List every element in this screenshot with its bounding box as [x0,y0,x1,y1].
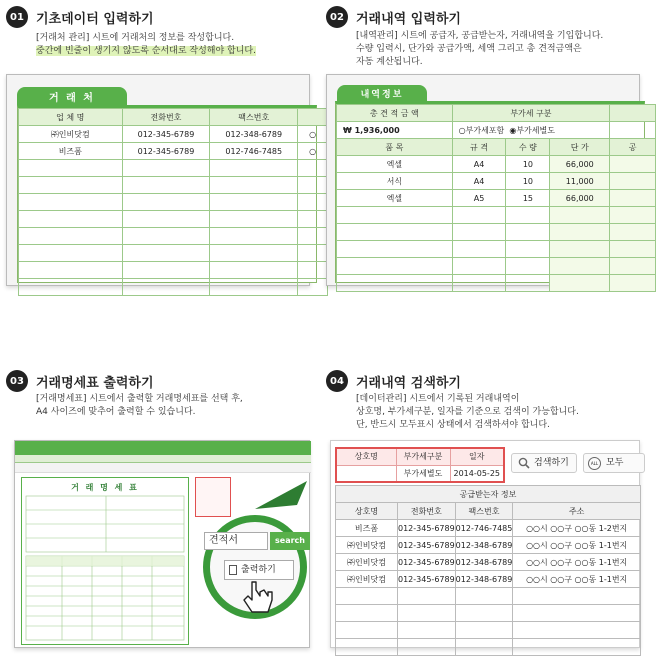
cell[interactable]: ㈜인비닷컴 [336,571,398,588]
print-icon [229,565,237,575]
step-number-badge: 04 [326,370,348,392]
invoice-sheet-panel [14,440,310,648]
table-row[interactable] [19,228,328,245]
cell[interactable]: 비즈폼 [19,143,123,160]
mini-invoice [21,477,189,645]
cell[interactable]: ○○시 ○○구 ○○동 1-1번지 [513,571,641,588]
filter-input[interactable] [336,465,396,482]
table-row[interactable] [19,143,328,160]
sheet-tab[interactable]: 내역정보 [337,85,427,101]
table-row[interactable] [337,275,656,292]
table-row[interactable] [336,554,641,571]
desc-line: 상호명, 부가세구분, 일자를 기준으로 검색이 가능합니다. [356,407,579,417]
arrow-icon [251,475,311,511]
mini-invoice-grid-icon [22,492,188,642]
total-label: 총 견 적 금 액 [337,105,453,122]
col-header: 팩스번호 [455,503,513,520]
desc-line: 수량 입력시, 단가와 공급가액, 세액 그리고 총 견적금액은 [356,44,582,54]
table-row[interactable] [19,160,328,177]
cell[interactable]: ○ [298,143,328,160]
table-row[interactable] [19,177,328,194]
cell[interactable]: 012-348-6789 [210,126,298,143]
step-title: 기초데이터 입력하기 [36,11,154,27]
table-row[interactable] [336,537,641,554]
vendor-table-container [17,105,317,283]
cell[interactable]: 012-345-6789 [398,537,456,554]
desc-line: 자동 계산됩니다. [356,57,423,67]
results-table [335,485,641,656]
cell[interactable]: 012-348-6789 [455,537,513,554]
cell[interactable]: 11,000 [550,173,610,190]
step2-header [326,6,461,28]
table-row[interactable] [19,245,328,262]
step-description [356,393,579,432]
table-row[interactable] [19,262,328,279]
summary-table [336,104,656,292]
radio-label: 부가세별도 [516,125,555,135]
cell[interactable]: 012-345-6789 [122,126,210,143]
table-row[interactable] [337,173,656,190]
col-header: 주소 [513,503,641,520]
table-row[interactable] [337,190,656,207]
cell[interactable]: ○ [298,126,328,143]
step-title: 거래명세표 출력하기 [36,375,154,391]
section-header: 공급받는자 정보 [336,486,641,503]
desc-line: [내역관리] 시트에 공급자, 공급받는자, 거래내역을 기입합니다. [356,31,604,41]
cell[interactable]: 10 [506,156,550,173]
app-title-bar [15,441,311,455]
table-row[interactable] [336,520,641,537]
col-header [298,109,328,126]
sheet-tab[interactable]: 거 래 처 [17,87,127,105]
filter-header: 일자 [450,448,504,465]
cell[interactable]: 66,000 [550,190,610,207]
selection-box [195,477,231,517]
cell[interactable]: 012-345-6789 [398,520,456,537]
col-header: 업 체 명 [19,109,123,126]
table-row[interactable] [336,571,641,588]
step-title: 거래내역 입력하기 [356,11,461,27]
col-header: 전화번호 [398,503,456,520]
table-row[interactable] [19,126,328,143]
cell[interactable]: 012-345-6789 [122,143,210,160]
cell[interactable]: 012-348-6789 [455,571,513,588]
vendor-table [18,108,328,296]
table-row[interactable] [337,224,656,241]
cell[interactable]: A4 [452,156,506,173]
cell[interactable]: A4 [452,173,506,190]
table-row[interactable] [337,241,656,258]
desc-line: [거래처 관리] 시트에 거래처의 정보를 작성합니다. [36,33,235,43]
step-title: 거래내역 검색하기 [356,375,461,391]
cell[interactable]: 비즈폼 [336,520,398,537]
desc-line [36,45,256,58]
radio-empty-icon[interactable]: ○ [458,125,466,135]
col-header: 전화번호 [122,109,210,126]
step3-header [6,370,154,392]
step-number-badge: 03 [6,370,28,392]
details-table-container [335,101,645,283]
col-header: 품 목 [337,139,453,156]
table-row[interactable] [336,588,641,605]
show-all-button[interactable] [583,453,645,473]
sheet-nav-bar [15,455,311,463]
vat-radio-group[interactable] [452,122,610,139]
step4-header [326,370,461,392]
search-field[interactable]: 견적서 [204,532,268,550]
vat-label: 부가세 구분 [452,105,610,122]
filter-input[interactable]: 부가세별도 [396,465,450,482]
table-row[interactable] [19,279,328,296]
radio-label: 부가세포함 [465,125,505,135]
show-all-label: 모두 [606,458,624,468]
cell[interactable]: 15 [506,190,550,207]
step-description [36,393,243,419]
cell[interactable]: 엑셀 [337,156,453,173]
cell[interactable]: ㈜인비닷컴 [336,537,398,554]
all-icon: ALL [588,457,601,470]
step-description [36,32,256,58]
search-button[interactable]: search [270,532,310,550]
cell[interactable]: ○○시 ○○구 ○○동 1-1번지 [513,537,641,554]
step-number-badge: 01 [6,6,28,28]
col-header: 수 량 [506,139,550,156]
details-sheet-panel [326,74,640,286]
cell[interactable]: 012-345-6789 [398,571,456,588]
cell[interactable]: 엑셀 [337,190,453,207]
sub-toolbar [15,463,311,473]
filter-input[interactable]: 2014-05-25 [450,465,504,482]
cell[interactable]: 012-345-6789 [398,554,456,571]
filter-table [335,447,505,483]
filter-header: 상호명 [336,448,396,465]
step-number-badge: 02 [326,6,348,28]
desc-line: [거래명세표] 시트에서 출력할 거래명세표를 선택 후, [36,394,243,404]
desc-line: 단, 반드시 모두표시 상태에서 검색하셔야 합니다. [356,420,550,430]
cell[interactable]: 서식 [337,173,453,190]
search-button-label: 검색하기 [534,458,569,468]
cell[interactable]: 012-746-7485 [455,520,513,537]
filter-header: 부가세구분 [396,448,450,465]
mini-invoice-title: 거 래 명 세 표 [71,483,139,492]
col-header: 상호명 [336,503,398,520]
cell[interactable]: A5 [452,190,506,207]
cell[interactable]: ㈜인비닷컴 [19,126,123,143]
radio-checked-icon[interactable]: ◉ [509,125,517,135]
table-row[interactable] [336,639,641,656]
print-button[interactable] [224,560,294,580]
zoom-magnifier [203,515,307,619]
print-button-label: 출력하기 [241,565,276,575]
cell[interactable]: ㈜인비닷컴 [336,554,398,571]
search-sheet-panel [330,440,640,648]
table-row[interactable] [337,156,656,173]
cell[interactable]: ○○시 ○○구 ○○동 1-1번지 [513,554,641,571]
col-header: 공 [610,139,656,156]
cell[interactable]: 012-348-6789 [455,554,513,571]
col-header: 단 가 [550,139,610,156]
cell[interactable]: 66,000 [550,156,610,173]
vendor-sheet-panel [6,74,317,286]
search-button[interactable] [511,453,577,473]
desc-line: A4 사이즈에 맞추어 출력할 수 있습니다. [36,407,196,417]
table-row[interactable] [337,258,656,275]
table-row[interactable] [19,194,328,211]
hand-cursor-icon [242,578,278,618]
highlight-text: 중간에 빈줄이 생기지 않도록 순서대로 작성해야 합니다. [36,46,256,56]
col-header: 규 격 [452,139,506,156]
col-header: 팩스번호 [210,109,298,126]
cell[interactable]: ○○시 ○○구 ○○동 1-2번지 [513,520,641,537]
step-description [356,30,603,69]
table-row[interactable] [336,605,641,622]
table-row[interactable] [19,211,328,228]
total-value: ₩ 1,936,000 [337,122,453,139]
search-icon [518,457,530,469]
cell[interactable]: 012-746-7485 [210,143,298,160]
step1-header [6,6,154,28]
cell[interactable]: 10 [506,173,550,190]
desc-line: [데이터관리] 시트에서 기록된 거래내역이 [356,394,520,404]
table-row[interactable] [337,207,656,224]
table-row[interactable] [336,622,641,639]
